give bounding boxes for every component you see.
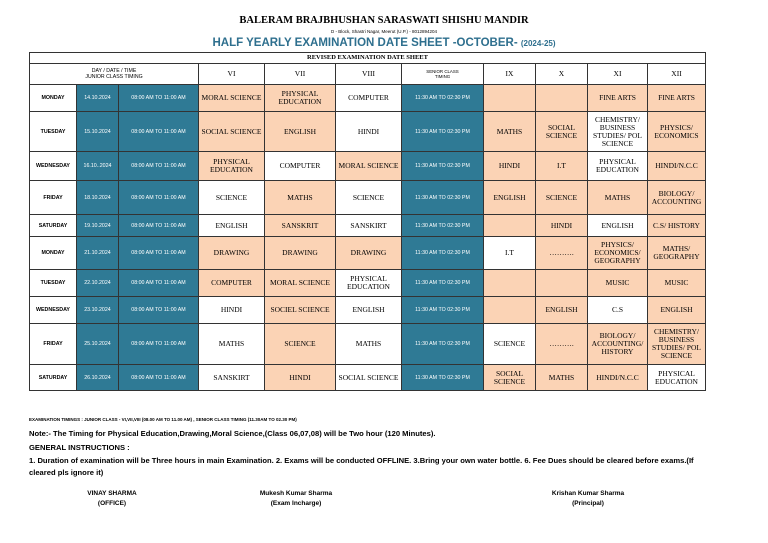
cell-vii: MORAL SCIENCE <box>265 270 336 297</box>
cell-ix <box>484 270 536 297</box>
cell-ix: SOCIAL SCIENCE <box>484 365 536 391</box>
cell-vi: SANSKIRT <box>199 365 265 391</box>
cell-vii: SCIENCE <box>265 324 336 365</box>
cell-xi: MATHS <box>588 181 648 215</box>
general-instructions-text: 1. Duration of examination will be Three hours in main Examination. 2. Exams will be conducted OFFLINE. 3.Bring your own water bottle. 6. Fee Dues should be cleared before exams.(If cleared pls ignore it) <box>29 456 694 477</box>
cell-vi: MATHS <box>199 324 265 365</box>
cell-day: MONDAY <box>30 85 77 112</box>
cell-vii: ENGLISH <box>265 112 336 152</box>
signature-office <box>62 489 162 509</box>
cell-senior: 11:30 AM TO 02:30 PM <box>402 85 484 112</box>
cell-vii: PHYSICAL EDUCATION <box>265 85 336 112</box>
cell-vii: COMPUTER <box>265 152 336 181</box>
cell-date: 14.10.2024 <box>77 85 119 112</box>
cell-senior: 11:30 AM TO 02:30 PM <box>402 237 484 270</box>
cell-ix: HINDI <box>484 152 536 181</box>
cell-viii: MATHS <box>336 324 402 365</box>
exam-title <box>0 37 768 49</box>
exam-title-text: HALF YEARLY EXAMINATION DATE SHEET -OCTOBER- <box>212 37 518 49</box>
cell-day: MONDAY <box>30 237 77 270</box>
signature-exam-incharge <box>236 489 356 509</box>
cell-ix <box>484 85 536 112</box>
cell-xi: MUSIC <box>588 270 648 297</box>
cell-xii: PHYSICS/ ECONOMICS <box>648 112 706 152</box>
cell-xii: PHYSICAL EDUCATION <box>648 365 706 391</box>
signature-office-name: VINAY SHARMA <box>87 490 137 497</box>
cell-junior: 08:00 AM TO 11:00 AM <box>119 152 199 181</box>
cell-junior: 08:00 AM TO 11:00 AM <box>119 181 199 215</box>
cell-vii: HINDI <box>265 365 336 391</box>
col-header-x: X <box>536 64 588 85</box>
signature-office-role: (OFFICE) <box>97 500 127 507</box>
cell-senior: 11:30 AM TO 02:30 PM <box>402 112 484 152</box>
cell-senior: 11:30 AM TO 02:30 PM <box>402 215 484 237</box>
cell-vi: ENGLISH <box>199 215 265 237</box>
table-row <box>30 237 706 270</box>
table-row <box>30 324 706 365</box>
cell-viii: DRAWING <box>336 237 402 270</box>
col-header-vii: VII <box>265 64 336 85</box>
cell-junior: 08:00 AM TO 11:00 AM <box>119 365 199 391</box>
cell-x: HINDI <box>536 215 588 237</box>
col-header-day-date <box>30 64 199 85</box>
cell-xii: C.S/ HISTORY <box>648 215 706 237</box>
col-header-day-date-line2: JUNIOR CLASS TIMING <box>85 74 143 80</box>
cell-date: 18.10.2024 <box>77 181 119 215</box>
cell-x <box>536 85 588 112</box>
date-sheet-table <box>29 52 706 391</box>
col-header-senior-timing <box>402 64 484 85</box>
cell-x: MATHS <box>536 365 588 391</box>
cell-ix: SCIENCE <box>484 324 536 365</box>
cell-xi: PHYSICS/ ECONOMICS/ GEOGRAPHY <box>588 237 648 270</box>
school-address: D - Block, Shastri Nagar, Meerut (U.P.) - 8012894204 <box>331 29 437 34</box>
cell-xi: HINDI/N.C.C <box>588 365 648 391</box>
cell-x: ENGLISH <box>536 297 588 324</box>
cell-xi: PHYSICAL EDUCATION <box>588 152 648 181</box>
cell-viii: COMPUTER <box>336 85 402 112</box>
col-header-day-date-line1: DAY / DATE / TIME <box>91 68 137 74</box>
cell-ix <box>484 215 536 237</box>
cell-xii: MUSIC <box>648 270 706 297</box>
cell-viii: SCIENCE <box>336 181 402 215</box>
cell-x: I.T <box>536 152 588 181</box>
cell-junior: 08:00 AM TO 11:00 AM <box>119 85 199 112</box>
cell-date: 26.10.2024 <box>77 365 119 391</box>
cell-vi: SCIENCE <box>199 181 265 215</box>
col-header-xii: XII <box>648 64 706 85</box>
cell-xii: CHEMISTRY/ BUSINESS STUDIES/ POL SCIENCE <box>648 324 706 365</box>
col-header-senior-line1: SENIOR CLASS <box>426 69 459 74</box>
cell-junior: 08:00 AM TO 11:00 AM <box>119 215 199 237</box>
cell-date: 21.10.2024 <box>77 237 119 270</box>
cell-viii: SANSKIRT <box>336 215 402 237</box>
cell-day: WEDNESDAY <box>30 152 77 181</box>
cell-ix: ENGLISH <box>484 181 536 215</box>
general-instructions-heading: GENERAL INSTRUCTIONS : <box>29 443 130 452</box>
cell-date: 22.10.2024 <box>77 270 119 297</box>
table-row <box>30 181 706 215</box>
cell-senior: 11:30 AM TO 02:30 PM <box>402 297 484 324</box>
cell-x: SCIENCE <box>536 181 588 215</box>
cell-viii: MORAL SCIENCE <box>336 152 402 181</box>
col-header-viii: VIII <box>336 64 402 85</box>
table-row <box>30 270 706 297</box>
cell-viii: SOCIAL SCIENCE <box>336 365 402 391</box>
cell-xii: FINE ARTS <box>648 85 706 112</box>
cell-junior: 08:00 AM TO 11:00 AM <box>119 324 199 365</box>
cell-vi: COMPUTER <box>199 270 265 297</box>
cell-xii: BIOLOGY/ ACCOUNTING <box>648 181 706 215</box>
col-header-ix: IX <box>484 64 536 85</box>
cell-date: 25.10.2024 <box>77 324 119 365</box>
cell-x: ………. <box>536 324 588 365</box>
cell-vi: MORAL SCIENCE <box>199 85 265 112</box>
cell-junior: 08:00 AM TO 11:00 AM <box>119 112 199 152</box>
cell-x: SOCIAL SCIENCE <box>536 112 588 152</box>
cell-day: TUESDAY <box>30 270 77 297</box>
table-row <box>30 112 706 152</box>
cell-junior: 08:00 AM TO 11:00 AM <box>119 297 199 324</box>
cell-day: TUESDAY <box>30 112 77 152</box>
timing-note: Note:- The Timing for Physical Education,Drawing,Moral Science,(Class 06,07,08) will be Two hour (120 Minutes). <box>29 429 436 438</box>
table-row <box>30 215 706 237</box>
school-name: BALERAM BRAJBHUSHAN SARASWATI SHISHU MANDIR <box>239 15 529 26</box>
cell-senior: 11:30 AM TO 02:30 PM <box>402 365 484 391</box>
signature-exam-incharge-name: Mukesh Kumar Sharma <box>259 490 333 497</box>
cell-vi: HINDI <box>199 297 265 324</box>
cell-x: ………. <box>536 237 588 270</box>
cell-date: 23.10.2024 <box>77 297 119 324</box>
col-header-senior-line2: TIMING <box>434 74 451 79</box>
cell-viii: HINDI <box>336 112 402 152</box>
cell-senior: 11:30 AM TO 02:30 PM <box>402 324 484 365</box>
exam-year: (2024-25) <box>520 39 556 48</box>
cell-vi: SOCIAL SCIENCE <box>199 112 265 152</box>
table-row <box>30 365 706 391</box>
cell-ix: I.T <box>484 237 536 270</box>
cell-day: SATURDAY <box>30 215 77 237</box>
cell-xi: CHEMISTRY/ BUSINESS STUDIES/ POL SCIENCE <box>588 112 648 152</box>
table-row <box>30 297 706 324</box>
cell-ix: MATHS <box>484 112 536 152</box>
table-row <box>30 85 706 112</box>
cell-senior: 11:30 AM TO 02:30 PM <box>402 270 484 297</box>
cell-xii: MATHS/ GEOGRAPHY <box>648 237 706 270</box>
exam-timings-note: EXAMINATION TIMINGS : JUNIOR CLASS - VI,VII,VIII (08.00 AM TO 11.00 AM) , SENIOR CLASS TIMING (11.30AM TO 02.30 PM) <box>29 417 297 422</box>
col-header-vi: VI <box>199 64 265 85</box>
col-header-xi: XI <box>588 64 648 85</box>
cell-day: WEDNESDAY <box>30 297 77 324</box>
cell-day: SATURDAY <box>30 365 77 391</box>
cell-vii: SOCIEL SCIENCE <box>265 297 336 324</box>
cell-senior: 11:30 AM TO 02:30 PM <box>402 152 484 181</box>
cell-vi: DRAWING <box>199 237 265 270</box>
signature-principal <box>528 489 648 509</box>
cell-date: 15.10.2024 <box>77 112 119 152</box>
cell-date: 19.10.2024 <box>77 215 119 237</box>
cell-vii: SANSKRIT <box>265 215 336 237</box>
signature-principal-role: (Principal) <box>572 500 604 507</box>
cell-xi: BIOLOGY/ ACCOUNTING/ HISTORY <box>588 324 648 365</box>
signature-principal-name: Krishan Kumar Sharma <box>551 490 625 497</box>
revised-title: REVISED EXAMINATION DATE SHEET <box>30 53 706 64</box>
cell-xi: ENGLISH <box>588 215 648 237</box>
cell-viii: PHYSICAL EDUCATION <box>336 270 402 297</box>
date-sheet-body <box>30 85 706 391</box>
cell-vii: MATHS <box>265 181 336 215</box>
cell-junior: 08:00 AM TO 11:00 AM <box>119 270 199 297</box>
cell-ix <box>484 297 536 324</box>
cell-x <box>536 270 588 297</box>
cell-day: FRIDAY <box>30 324 77 365</box>
cell-vi: PHYSICAL EDUCATION <box>199 152 265 181</box>
signature-exam-incharge-role: (Exam Incharge) <box>270 500 322 507</box>
table-row <box>30 152 706 181</box>
cell-day: FRIDAY <box>30 181 77 215</box>
cell-viii: ENGLISH <box>336 297 402 324</box>
cell-xii: HINDI/N.C.C <box>648 152 706 181</box>
cell-date: 16.10..2024 <box>77 152 119 181</box>
cell-xii: ENGLISH <box>648 297 706 324</box>
cell-xi: FINE ARTS <box>588 85 648 112</box>
cell-xi: C.S <box>588 297 648 324</box>
cell-senior: 11:30 AM TO 02:30 PM <box>402 181 484 215</box>
cell-junior: 08:00 AM TO 11:00 AM <box>119 237 199 270</box>
cell-vii: DRAWING <box>265 237 336 270</box>
